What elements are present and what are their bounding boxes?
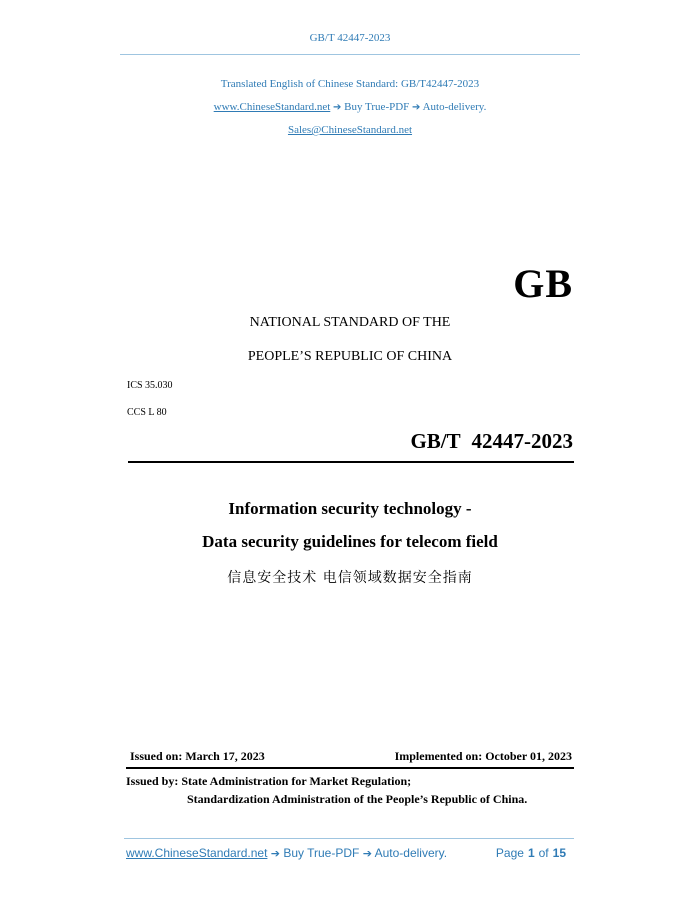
page-total: 15 (552, 846, 566, 860)
gb-logo: GB (513, 261, 573, 306)
national-standard-line1: NATIONAL STANDARD OF THE (249, 315, 451, 330)
implemented-on-date: Implemented on: October 01, 2023 (394, 749, 572, 763)
footer-delivery-text: Auto-delivery. (374, 846, 448, 860)
promo-translation-line: Translated English of Chinese Standard: GB/T42447-2023 (220, 78, 480, 90)
issued-on-date: Issued on: March 17, 2023 (130, 749, 265, 763)
dates-divider (126, 767, 574, 769)
page-indicator (496, 846, 570, 860)
issued-by-line1: Issued by: State Administration for Market Regulation; (126, 774, 412, 788)
standard-number-divider (128, 461, 574, 463)
header-standard-code: GB/T 42447-2023 (309, 32, 391, 44)
national-standard-line2: PEOPLE’S REPUBLIC OF CHINA (247, 349, 453, 364)
promo-links-line (0, 101, 700, 113)
right-arrow-icon: ➔ (270, 847, 280, 860)
footer-buy-text: Buy True-PDF (283, 846, 360, 860)
ccs-code: CCS L 80 (127, 407, 167, 418)
promo-email-link[interactable]: Sales@ChineseStandard.net (287, 124, 413, 136)
right-arrow-icon: ➔ (362, 847, 372, 860)
page-of-label: of (538, 846, 549, 860)
promo-buy-text: Buy True-PDF (344, 101, 410, 113)
right-arrow-icon: ➔ (412, 102, 421, 113)
page-current: 1 (527, 846, 535, 860)
title-english-line2: Data security guidelines for telecom field (202, 532, 498, 551)
promo-email-line (0, 124, 700, 136)
promo-delivery-text: Auto-delivery. (422, 101, 487, 113)
title-chinese: 信息安全技术 电信领域数据安全指南 (227, 570, 473, 586)
footer-site-link[interactable]: www.ChineseStandard.net (126, 846, 268, 860)
footer-links (126, 846, 447, 860)
standard-number: GB/T 42447-2023 (410, 429, 573, 453)
ics-code: ICS 35.030 (127, 380, 173, 391)
promo-site-link[interactable]: www.ChineseStandard.net (213, 101, 331, 113)
page-label: Page (495, 846, 524, 860)
header-divider (120, 54, 580, 55)
title-english-line1: Information security technology - (228, 499, 472, 518)
footer-divider (124, 838, 574, 839)
issued-by-line2: Standardization Administration of the People’s Republic of China. (187, 792, 528, 806)
right-arrow-icon: ➔ (333, 102, 342, 113)
